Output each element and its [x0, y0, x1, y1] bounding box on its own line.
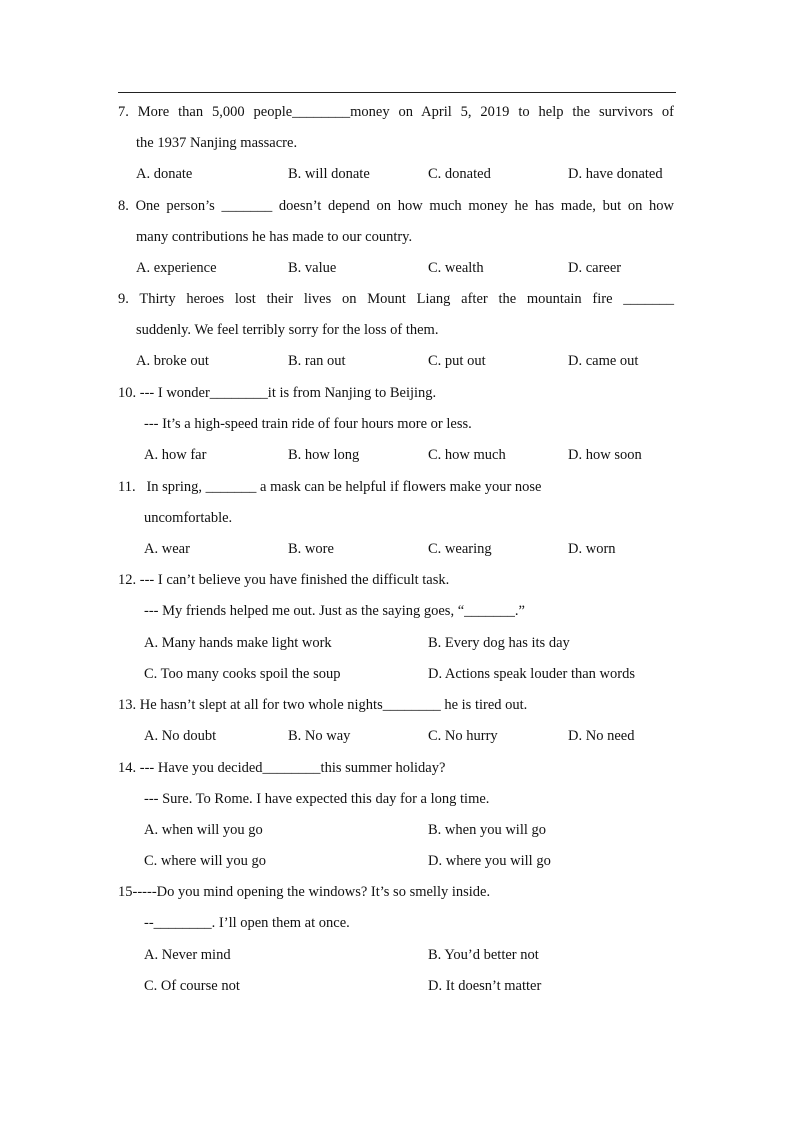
question-14-continuation: --- Sure. To Rome. I have expected this day for a long time.: [144, 791, 490, 807]
question-11-option-c[interactable]: C. wearing: [428, 541, 492, 557]
question-13-option-d[interactable]: D. No need: [568, 728, 635, 744]
question-10-option-d[interactable]: D. how soon: [568, 447, 642, 463]
question-13-option-b[interactable]: B. No way: [288, 728, 351, 744]
question-12-option-d[interactable]: D. Actions speak louder than words: [428, 666, 635, 682]
question-15-option-d[interactable]: D. It doesn’t matter: [428, 978, 542, 994]
question-9-stem: 9. Thirty heroes lost their lives on Mount Liang after the mountain fire _______: [118, 291, 674, 307]
question-8-stem: 8. One person’s _______ doesn’t depend on how much money he has made, but on how: [118, 198, 674, 214]
question-12-option-a[interactable]: A. Many hands make light work: [144, 635, 332, 651]
question-9-option-b[interactable]: B. ran out: [288, 353, 346, 369]
question-15-continuation: --________. I’ll open them at once.: [144, 915, 350, 931]
question-11-option-a[interactable]: A. wear: [144, 541, 190, 557]
question-12-option-b[interactable]: B. Every dog has its day: [428, 635, 570, 651]
question-13-stem: 13. He hasn’t slept at all for two whole nights________ he is tired out.: [118, 697, 528, 713]
question-8-option-c[interactable]: C. wealth: [428, 260, 484, 276]
question-12-stem: 12. --- I can’t believe you have finished the difficult task.: [118, 572, 450, 588]
question-7-option-b[interactable]: B. will donate: [288, 166, 370, 182]
question-11-option-d[interactable]: D. worn: [568, 541, 616, 557]
question-14-option-a[interactable]: A. when will you go: [144, 822, 263, 838]
question-9-option-a[interactable]: A. broke out: [136, 353, 209, 369]
question-15-option-a[interactable]: A. Never mind: [144, 947, 231, 963]
question-9-option-c[interactable]: C. put out: [428, 353, 486, 369]
question-7-option-c[interactable]: C. donated: [428, 166, 491, 182]
question-10-option-b[interactable]: B. how long: [288, 447, 360, 463]
question-10-option-c[interactable]: C. how much: [428, 447, 506, 463]
question-9-continuation: suddenly. We feel terribly sorry for the loss of them.: [136, 322, 439, 338]
question-9-option-d[interactable]: D. came out: [568, 353, 639, 369]
question-13-option-c[interactable]: C. No hurry: [428, 728, 498, 744]
question-7-stem: 7. More than 5,000 people________money on April 5, 2019 to help the survivors of: [118, 104, 674, 120]
question-14-option-b[interactable]: B. when you will go: [428, 822, 547, 838]
question-7-option-d[interactable]: D. have donated: [568, 166, 663, 182]
question-11-stem: 11. In spring, _______ a mask can be helpful if flowers make your nose: [118, 479, 542, 495]
question-15-option-b[interactable]: B. You’d better not: [428, 947, 539, 963]
header-rule: [118, 92, 676, 93]
question-11-option-b[interactable]: B. wore: [288, 541, 334, 557]
question-8-option-a[interactable]: A. experience: [136, 260, 217, 276]
question-7-continuation: the 1937 Nanjing massacre.: [136, 135, 298, 151]
question-10-stem: 10. --- I wonder________it is from Nanjing to Beijing.: [118, 385, 437, 401]
question-13-option-a[interactable]: A. No doubt: [144, 728, 217, 744]
question-14-option-c[interactable]: C. where will you go: [144, 853, 267, 869]
question-12-continuation: --- My friends helped me out. Just as the saying goes, “_______.”: [144, 603, 525, 619]
question-8-continuation: many contributions he has made to our country.: [136, 229, 413, 245]
question-14-option-d[interactable]: D. where you will go: [428, 853, 551, 869]
question-8-option-b[interactable]: B. value: [288, 260, 337, 276]
question-7-option-a[interactable]: A. donate: [136, 166, 193, 182]
question-15-option-c[interactable]: C. Of course not: [144, 978, 240, 994]
question-15-stem: 15-----Do you mind opening the windows? It’s so smelly inside.: [118, 884, 491, 900]
question-10-option-a[interactable]: A. how far: [144, 447, 207, 463]
question-8-option-d[interactable]: D. career: [568, 260, 622, 276]
question-11-continuation: uncomfortable.: [144, 510, 233, 526]
question-10-continuation: --- It’s a high-speed train ride of four hours more or less.: [144, 416, 472, 432]
question-12-option-c[interactable]: C. Too many cooks spoil the soup: [144, 666, 341, 682]
question-14-stem: 14. --- Have you decided________this summer holiday?: [118, 760, 446, 776]
